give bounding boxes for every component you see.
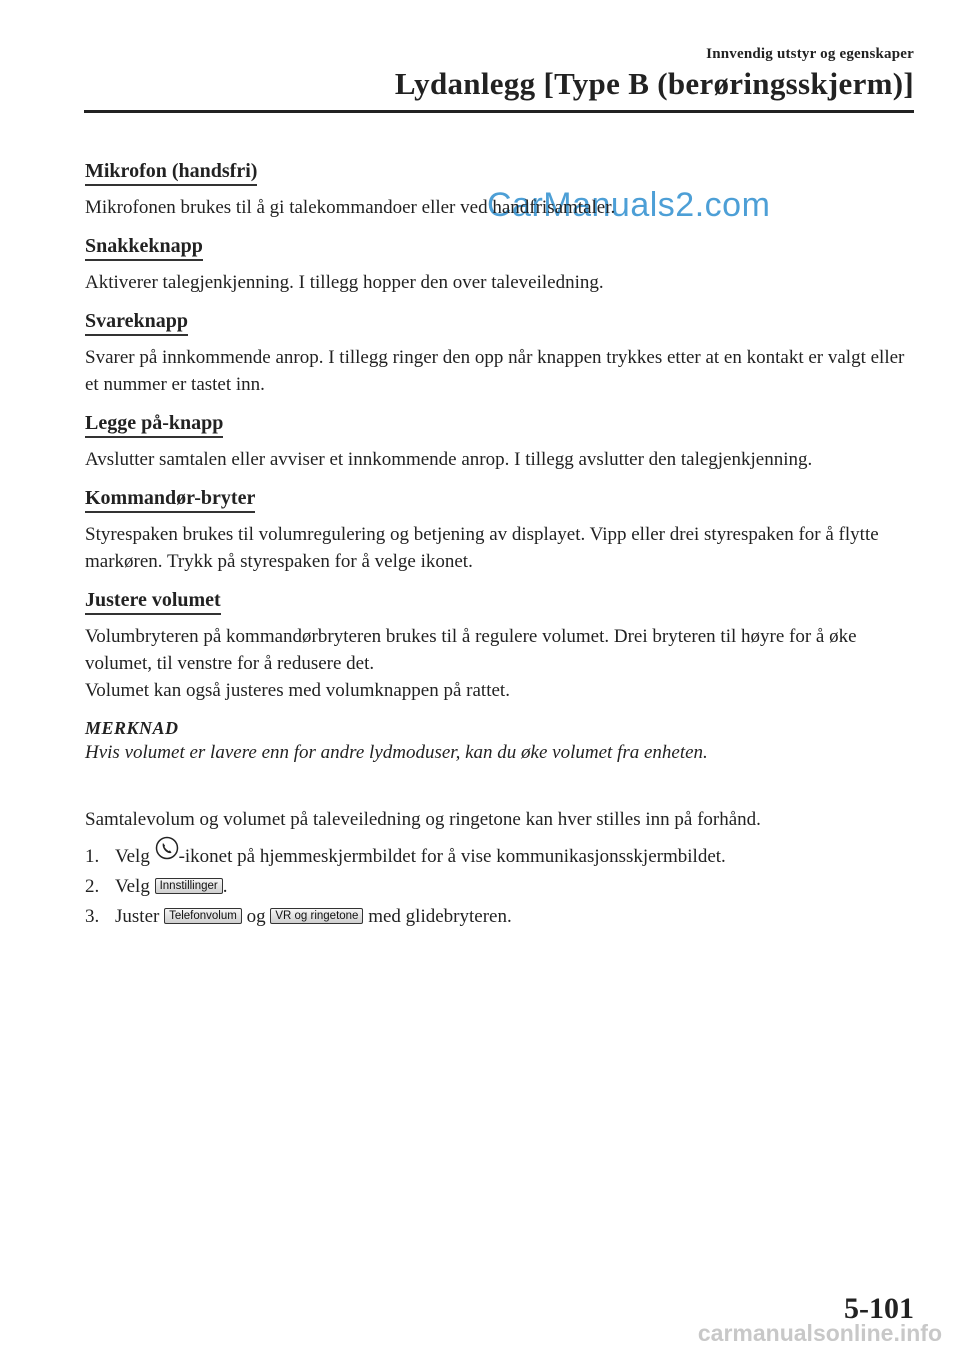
main-content (85, 160, 920, 930)
running-header-section: Innvendig utstyr og egenskaper (706, 46, 914, 62)
section-snakkeknapp (85, 235, 920, 296)
section-heading: Mikrofon (handsfri) (85, 160, 257, 186)
step-prefix: Juster (115, 906, 160, 927)
step-number: 1. (85, 846, 100, 867)
step-suffix: med glidebryteren. (368, 906, 512, 927)
phone-volume-button-illustration: Telefonvolum (164, 908, 242, 924)
section-legge-pa-knapp (85, 412, 920, 473)
section-heading: Kommandør-bryter (85, 487, 255, 513)
note-label: MERKNAD (85, 718, 179, 738)
section-heading: Justere volumet (85, 589, 221, 615)
section-heading: Legge på-knapp (85, 412, 223, 438)
section-paragraph: Styrespaken brukes til volumregulering og betjening av displayet. Vipp eller drei styrespaken for å flytte markøren. Trykk på styrespaken for å velge ikonet. (85, 524, 879, 572)
step-prefix: Velg (115, 846, 150, 867)
section-heading: Svareknapp (85, 310, 188, 336)
step-suffix: -ikonet på hjemmeskjermbildet for å vise kommunikasjonsskjermbildet. (178, 846, 726, 867)
header-divider (84, 110, 914, 113)
step-number: 3. (85, 906, 100, 927)
section-svareknapp (85, 310, 920, 398)
page-number: 5-101 (844, 1292, 914, 1325)
section-paragraph: Mikrofonen brukes til å gi talekommandoer eller ved handfrisamtaler. (85, 197, 616, 218)
footer-site-watermark: carmanualsonline.info (697, 1320, 942, 1346)
procedure-intro: Samtalevolum og volumet på taleveiledning og ringetone kan hver stilles inn på forhånd. (85, 809, 761, 830)
section-heading: Snakkeknapp (85, 235, 203, 261)
section-paragraph: Volumet kan også justeres med volumknappen på rattet. (85, 680, 510, 701)
step-conjunction: og (246, 906, 266, 927)
section-paragraph: Avslutter samtalen eller avviser et innkommende anrop. I tillegg avslutter den talegjenkjenning. (85, 449, 813, 470)
section-paragraph: Svarer på innkommende anrop. I tillegg ringer den opp når knappen trykkes etter at en kontakt er valgt eller et nummer er tastet inn. (85, 347, 905, 395)
step-prefix: Velg (115, 876, 150, 897)
phone-icon (155, 836, 179, 860)
vr-ringtone-button-illustration: VR og ringetone (270, 908, 363, 924)
section-paragraph: Aktiverer talegjenkjenning. I tillegg hopper den over taleveiledning. (85, 272, 604, 293)
settings-button-illustration: Innstillinger (155, 878, 223, 894)
section-paragraph: Volumbryteren på kommandørbryteren brukes til å regulere volumet. Drei bryteren til høyre for å øke volumet, til venstre for å redusere det. (85, 626, 857, 674)
step-suffix: . (222, 876, 228, 897)
page-title: Lydanlegg [Type B (berøringsskjerm)] (394, 66, 914, 101)
procedure-step (85, 903, 920, 930)
procedure-step (85, 873, 920, 900)
step-number: 2. (85, 876, 100, 897)
procedure-step (85, 836, 920, 870)
section-kommandor-bryter (85, 487, 920, 575)
section-mikrofon (85, 160, 920, 221)
note-text: Hvis volumet er lavere enn for andre lydmoduser, kan du øke volumet fra enheten. (85, 742, 708, 763)
note-block (85, 718, 920, 766)
section-justere-volumet (85, 589, 920, 704)
watermark-text: CarManuals2.com (487, 186, 771, 224)
